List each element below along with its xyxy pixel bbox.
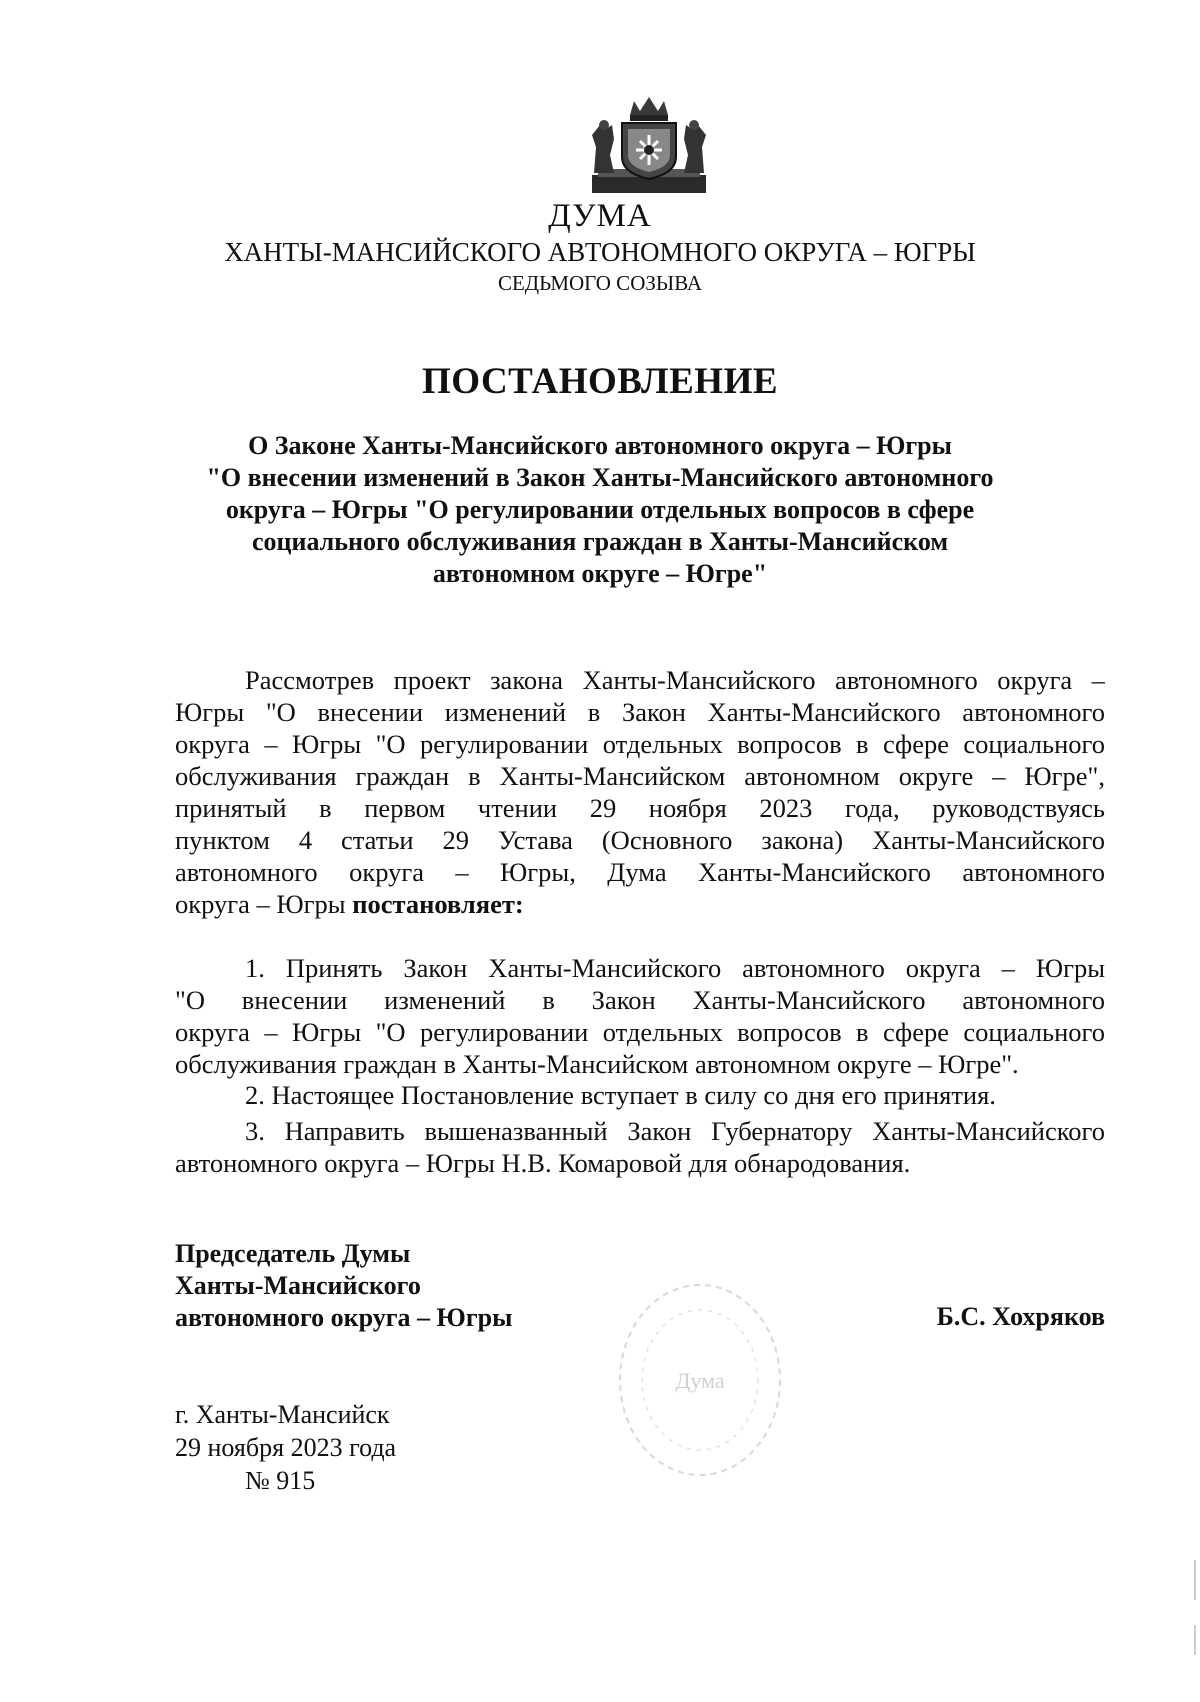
item-line: обслуживания граждан в Ханты-Мансийском автономном округе – Югре". <box>175 1049 1019 1079</box>
document-footer <box>175 1398 396 1497</box>
item-line: 1. Принять Закон Ханты-Мансийского автономного округа – Югры <box>245 953 1105 983</box>
preamble-line: Рассмотрев проект закона Ханты-Мансийского автономного округа – <box>245 665 1105 695</box>
subject-line: автономном округе – Югре" <box>432 559 768 588</box>
preamble-last-line <box>175 888 1105 920</box>
issue-date: 29 ноября 2023 года <box>175 1433 397 1462</box>
issue-city: г. Ханты-Мансийск <box>175 1400 390 1429</box>
signatory-title-line: автономного округа – Югры <box>175 1303 513 1332</box>
subject-line: "О внесении изменений в Закон Ханты-Мансийского автономного <box>206 463 994 492</box>
item-line: округа – Югры "О регулировании отдельных вопросов в сфере социального <box>175 1017 1105 1047</box>
preamble-paragraph <box>175 664 1105 920</box>
document-type-title: ПОСТАНОВЛЕНИЕ <box>421 361 779 402</box>
item-line: 3. Направить вышеназванный Закон Губернатору Ханты-Мансийского <box>245 1116 1105 1146</box>
preamble-last-text: округа – Югры <box>175 889 353 919</box>
document-number: № 915 <box>245 1466 316 1495</box>
item-line: автономного округа – Югры Н.В. Комаровой для обнародования. <box>175 1148 911 1178</box>
signatory-title-line: Ханты-Мансийского <box>175 1271 421 1300</box>
preamble-line: пунктом 4 статьи 29 Устава (Основного закона) Ханты-Мансийского <box>175 825 1105 855</box>
signatory-title <box>175 1238 512 1334</box>
item-2 <box>175 1079 1105 1111</box>
scan-edge-mark <box>1194 1560 1196 1600</box>
subject-line: социального обслуживания граждан в Ханты-Мансийском <box>251 527 949 556</box>
official-stamp-icon <box>605 1270 795 1500</box>
preamble-line: округа – Югры "О регулировании отдельных вопросов в сфере социального <box>175 729 1105 759</box>
scan-edge-mark <box>1194 1625 1196 1655</box>
subject-line: О Законе Ханты-Мансийского автономного округа – Югры <box>248 431 952 460</box>
org-region: ХАНТЫ-МАНСИЙСКОГО АВТОНОМНОГО ОКРУГА – ЮГРЫ <box>224 237 976 267</box>
preamble-line: принятый в первом чтении 29 ноября 2023 года, руководствуясь <box>175 793 1105 823</box>
preamble-line: Югры "О внесении изменений в Закон Ханты-Мансийского автономного <box>175 697 1105 727</box>
document-subject <box>190 430 1010 590</box>
subject-line: округа – Югры "О регулировании отдельных вопросов в сфере <box>225 495 975 524</box>
item-line: "О внесении изменений в Закон Ханты-Мансийского автономного <box>175 985 1105 1015</box>
preamble-line: автономного округа – Югры, Дума Ханты-Мансийского автономного <box>175 857 1105 887</box>
signatory-title-line: Председатель Думы <box>175 1239 411 1268</box>
org-name: ДУМА <box>548 198 652 234</box>
coat-of-arms-emblem-icon <box>588 95 710 199</box>
item-line: 2. Настоящее Постановление вступает в силу со дня его принятия. <box>245 1080 996 1110</box>
stamp-text: Дума <box>675 1368 725 1393</box>
preamble-line: обслуживания граждан в Ханты-Мансийском автономном округе – Югре", <box>175 761 1105 791</box>
org-convocation: СЕДЬМОГО СОЗЫВА <box>497 271 703 295</box>
signatory-name: Б.С. Хохряков <box>936 1302 1105 1331</box>
item-3 <box>175 1115 1105 1179</box>
resolution-keyword: постановляет: <box>352 889 524 919</box>
item-1 <box>175 952 1105 1080</box>
